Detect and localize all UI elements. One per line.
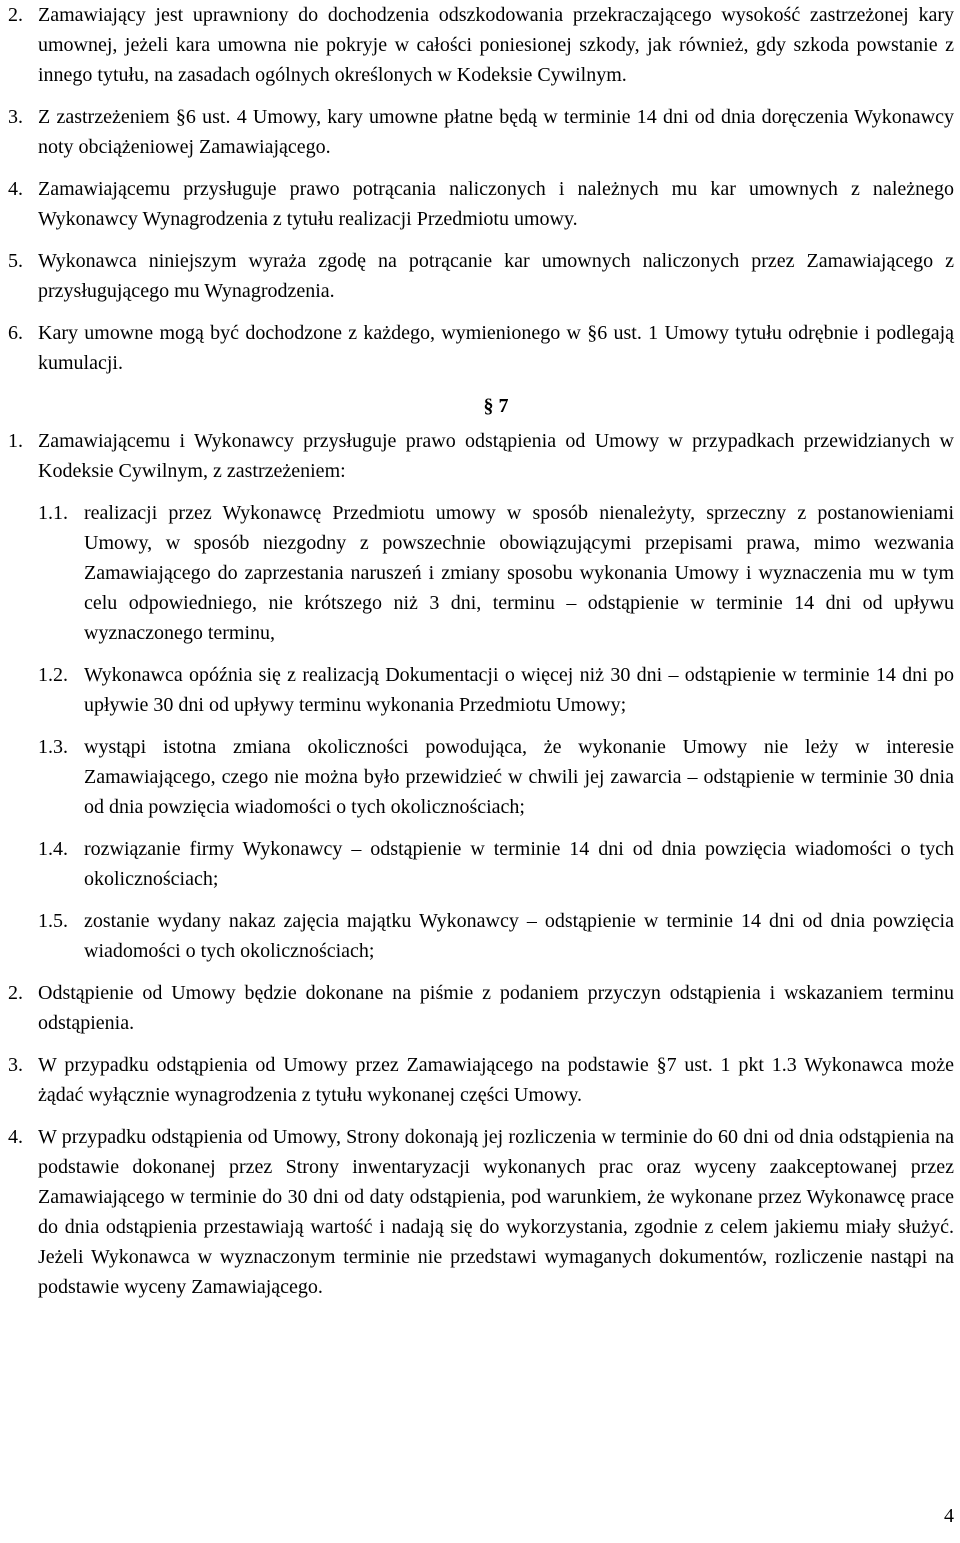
page-number: 4: [944, 1505, 954, 1527]
paragraph-item: [8, 174, 954, 234]
subparagraph-item: [8, 906, 954, 966]
item-text: Z zastrzeżeniem §6 ust. 4 Umowy, kary umowne płatne będą w terminie 14 dni od dnia doręczenia Wykonawcy noty obciążeniowej Zamawiającego.: [38, 106, 954, 158]
item-number: 4.: [8, 178, 23, 200]
subparagraph-item: [8, 660, 954, 720]
subitem-text: rozwiązanie firmy Wykonawcy – odstąpienie w terminie 14 dni od dnia powzięcia wiadomości o tych okolicznościach;: [84, 838, 954, 890]
item-text: Zamawiającemu i Wykonawcy przysługuje prawo odstąpienia od Umowy w przypadkach przewidzianych w Kodeksie Cywilnym, z zastrzeżeniem:: [38, 430, 954, 482]
item-text: Zamawiającemu przysługuje prawo potrącania naliczonych i należnych mu kar umownych z należnego Wykonawcy Wynagrodzenia z tytułu realizacji Przedmiotu umowy.: [38, 178, 954, 230]
item-number: 5.: [8, 250, 23, 272]
subitem-text: realizacji przez Wykonawcę Przedmiotu umowy w sposób nienależyty, sprzeczny z postanowieniami Umowy, w sposób niezgodny z powszechnie obowiązującymi przepisami prawa, mimo wezwania Zamawiającego do zaprzestania naruszeń i zmiany sposobu wykonania Umowy i wyznaczenia mu w tym celu odpowiedniego, nie krótszego niż 3 dni, terminu – odstąpienie w terminie 14 dni od upływu wyznaczonego terminu,: [84, 502, 954, 644]
subitem-text: zostanie wydany nakaz zajęcia majątku Wykonawcy – odstąpienie w terminie 14 dni od dnia powzięcia wiadomości o tych okolicznościach;: [84, 910, 954, 962]
paragraph-item: [8, 246, 954, 306]
subitem-number: 1.5.: [38, 910, 68, 932]
item-number: 2.: [8, 4, 23, 26]
paragraph-item: [8, 0, 954, 90]
paragraph-item: [8, 318, 954, 378]
subitem-text: wystąpi istotna zmiana okoliczności powodująca, że wykonanie Umowy nie leży w interesie Zamawiającego, czego nie można było przewidzieć w chwili jej zawarcia – odstąpienie w terminie 30 dnia od dnia powzięcia wiadomości o tych okolicznościach;: [84, 736, 954, 818]
paragraph-item: [8, 426, 954, 486]
subitem-text: Wykonawca opóźnia się z realizacją Dokumentacji o więcej niż 30 dni – odstąpienie w terminie 14 dni po upływie 30 dni od upływy terminu wykonania Przedmiotu Umowy;: [84, 664, 954, 716]
subitem-number: 1.1.: [38, 502, 68, 524]
paragraph-item: [8, 1122, 954, 1302]
item-text: Odstąpienie od Umowy będzie dokonane na piśmie z podaniem przyczyn odstąpienia i wskazaniem terminu odstąpienia.: [38, 982, 954, 1034]
subitem-number: 1.3.: [38, 736, 68, 758]
subparagraph-item: [8, 834, 954, 894]
paragraph-item: [8, 1050, 954, 1110]
subparagraph-item: [8, 732, 954, 822]
item-text: Zamawiający jest uprawniony do dochodzenia odszkodowania przekraczającego wysokość zastrzeżonej kary umownej, jeżeli kara umowna nie pokryje w całości poniesionej szkody, jak również, gdy szkoda powstanie z innego tytułu, na zasadach ogólnych określonych w Kodeksie Cywilnym.: [38, 4, 954, 86]
item-number: 2.: [8, 982, 23, 1004]
item-number: 3.: [8, 106, 23, 128]
subparagraph-item: [8, 498, 954, 648]
item-number: 3.: [8, 1054, 23, 1076]
section-heading: § 7: [483, 395, 509, 417]
item-number: 1.: [8, 430, 23, 452]
item-text: W przypadku odstąpienia od Umowy przez Zamawiającego na podstawie §7 ust. 1 pkt 1.3 Wykonawca może żądać wyłącznie wynagrodzenia z tytułu wykonanej części Umowy.: [38, 1054, 954, 1106]
item-text: Kary umowne mogą być dochodzone z każdego, wymienionego w §6 ust. 1 Umowy tytułu odrębnie i podlegają kumulacji.: [38, 322, 954, 374]
item-text: W przypadku odstąpienia od Umowy, Strony dokonają jej rozliczenia w terminie do 60 dni od dnia odstąpienia na podstawie dokonanej przez Strony inwentaryzacji wykonanych prac oraz wyceny zaakceptowanej przez Zamawiającego w terminie do 30 dni od daty odstąpienia, pod warunkiem, że wykonane przez Wykonawcę prace do dnia odstąpienia przestawiają wartość i nadają się do wykorzystania, zgodnie z celem jakiemu miały służyć. Jeżeli Wykonawca w wyznaczonym terminie nie przedstawi wymaganych dokumentów, rozliczenie nastąpi na podstawie wyceny Zamawiającego.: [38, 1126, 954, 1298]
subitem-number: 1.2.: [38, 664, 68, 686]
paragraph-item: [8, 102, 954, 162]
subitem-number: 1.4.: [38, 838, 68, 860]
item-number: 4.: [8, 1126, 23, 1148]
paragraph-item: [8, 978, 954, 1038]
item-number: 6.: [8, 322, 23, 344]
item-text: Wykonawca niniejszym wyraża zgodę na potrącanie kar umownych naliczonych przez Zamawiającego z przysługującego mu Wynagrodzenia.: [38, 250, 954, 302]
